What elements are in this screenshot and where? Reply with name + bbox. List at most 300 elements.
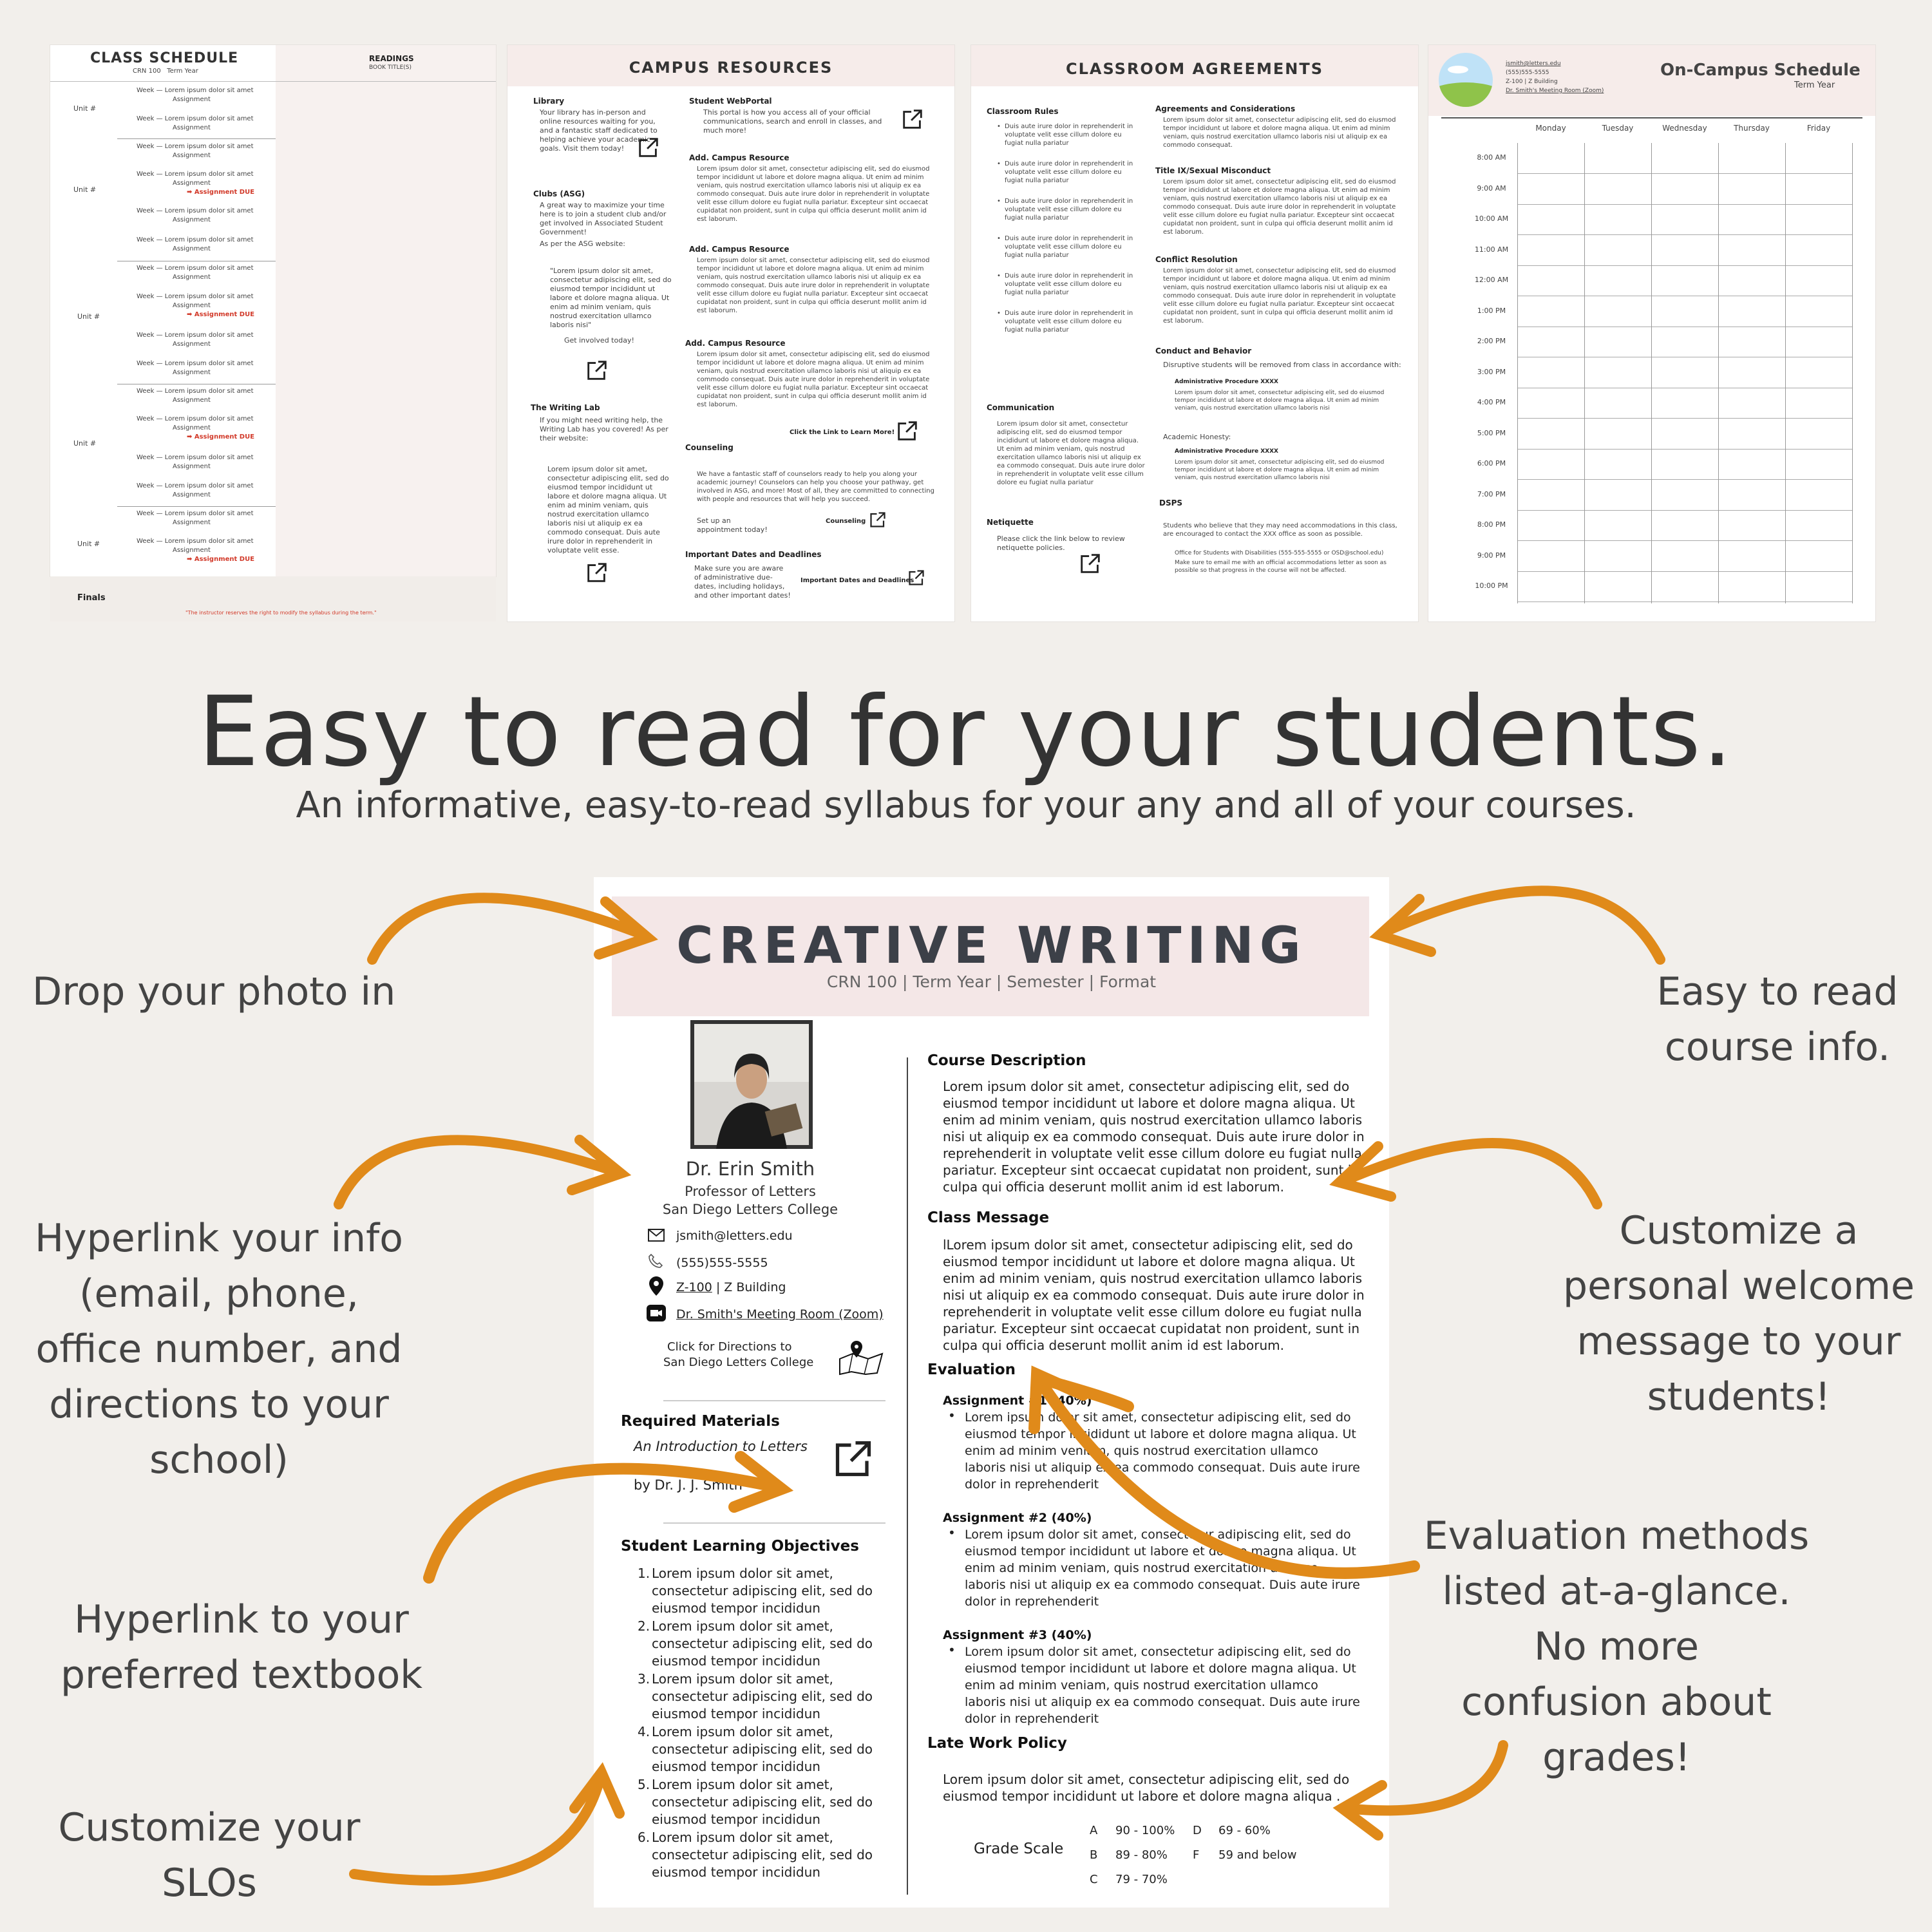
slo-line: consectetur adipiscing elit, sed do	[652, 1583, 873, 1598]
slo-line: Lorem ipsum dolor sit amet,	[652, 1830, 833, 1845]
grid-col-line	[1651, 143, 1652, 603]
day-header: Friday	[1806, 124, 1831, 133]
text-line: eiusmod tempor incididunt ut labore et dolore magna aliqua. Ut	[965, 1427, 1356, 1441]
assignment-text	[965, 1526, 1360, 1610]
assignment-line: Assignment	[173, 245, 211, 252]
classroom-agreements-page	[971, 45, 1418, 621]
grade-scale-label: Grade Scale	[974, 1841, 1064, 1857]
netiquette-text: Please click the link below to review netiquette policies.	[997, 535, 1125, 552]
time-label: 12:00 AM	[1474, 276, 1509, 284]
clubs-text: A great way to maximize your time here is to join a student club and/or get involved in Associated Student Government!	[540, 201, 667, 236]
writing-lab-quote: Lorem ipsum dolor sit amet, consectetur adipiscing elit, sed do eiusmod tempor incididunt ut labore et dolore magna aliqua. Ut enim ad minim veniam, quis nostrud exercitation ullamco laboris nisi ut aliquip ex ea commodo consequat. Duis aute irure dolor in reprehenderit in voluptate velit esse.	[547, 465, 669, 554]
callout-line: confusion about	[1461, 1680, 1772, 1725]
slo-line: eiusmod tempor incididun	[652, 1706, 820, 1721]
finals-area	[50, 576, 496, 621]
text-line: enim ad minim veniam, quis nostrud exercitation ullamco laboris	[943, 1112, 1363, 1128]
zoom-link[interactable]: Dr. Smith's Meeting Room (Zoom)	[1506, 88, 1604, 94]
header-divider	[50, 81, 496, 82]
assignment-line: Assignment	[173, 96, 211, 103]
assignment-due: ➡ Assignment DUE	[187, 433, 255, 440]
text-line: laboris nisi ut aliquip ex ea commodo consequat. Duis aute irure	[965, 1695, 1360, 1709]
external-link-icon[interactable]	[895, 419, 920, 443]
week-line: Week — Lorem ipsum dolor sit amet	[137, 236, 254, 243]
grid-row-line	[1517, 571, 1852, 572]
text-line: eiusmod tempor incididunt ut labore et dolore magna aliqua. Ut	[965, 1544, 1356, 1558]
syllabus-page	[594, 877, 1389, 1908]
grade-letter: F	[1193, 1848, 1200, 1862]
grade-range: 69 - 60%	[1218, 1824, 1271, 1837]
rule-item: Duis aute irure dolor in reprehenderit in voluptate velit esse cillum dolore eu fugiat nulla pariatur	[1005, 310, 1133, 334]
slo-number: 1.	[638, 1566, 650, 1581]
callout-line: No more	[1533, 1624, 1700, 1669]
time-label: 7:00 PM	[1477, 489, 1506, 498]
office-link[interactable]: Z-100 | Z Building	[1506, 79, 1558, 85]
book-title-label: BOOK TITLE(S)	[369, 64, 412, 71]
slo-line: consectetur adipiscing elit, sed do	[652, 1689, 873, 1704]
rules-heading: Classroom Rules	[987, 107, 1059, 116]
assignment-line: Assignment	[173, 274, 211, 281]
dates-text: Make sure you are aware of administrative due-dates, including holidays, and other important dates!	[694, 564, 791, 600]
course-info: CRN 100 | Term Year | Semester | Format	[826, 972, 1157, 991]
grade-range: 90 - 100%	[1115, 1824, 1175, 1837]
communication-text: Lorem ipsum dolor sit amet, consectetur adipiscing elit, sed do eiusmod tempor incididunt ut labore et dolore magna aliqua. Ut enim ad minim veniam, quis nostrud exercitation ullamco laboris nisi ut aliquip ex ea commodo consequat. Duis aute irure dolor in reprehenderit in voluptate velit esse cillum dolore eu fugiat nulla pariatur	[997, 421, 1145, 486]
schedule-title: On-Campus Schedule	[1660, 61, 1861, 80]
rule-item: Duis aute irure dolor in reprehenderit in voluptate velit esse cillum dolore eu fugiat nulla pariatur	[1005, 160, 1133, 184]
text-line: reprehenderit in voluptate velit esse cillum dolore eu fugiat nulla	[943, 1146, 1362, 1161]
grid-col-line	[1718, 143, 1719, 603]
library-heading: Library	[533, 97, 565, 106]
text-line: reprehenderit in voluptate velit esse cillum dolore eu fugiat nulla	[943, 1304, 1362, 1320]
slo-item	[638, 1618, 873, 1670]
slo-line: Lorem ipsum dolor sit amet,	[652, 1618, 833, 1634]
unit-label: Unit #	[77, 540, 100, 548]
conflict-heading: Conflict Resolution	[1155, 255, 1238, 264]
external-link-icon[interactable]	[907, 568, 926, 587]
grade-range: 79 - 70%	[1115, 1873, 1168, 1886]
mail-icon	[648, 1229, 665, 1242]
dsps-text: Students who believe that they may need accommodations in this class, are encouraged to contact the XXX office as soon as possible.	[1163, 522, 1397, 538]
webportal-heading: Student WebPortal	[689, 97, 772, 106]
grid-col-line	[1584, 143, 1585, 603]
callout-line: Hyperlink to your	[74, 1597, 409, 1642]
phone-link[interactable]: (555)555-5555	[1506, 70, 1549, 76]
assignment-line: Assignment	[173, 397, 211, 404]
arrow-easy-info	[1379, 891, 1660, 960]
grid-row-line	[1517, 601, 1852, 602]
campus-resources-page	[507, 45, 954, 621]
slo-number: 6.	[638, 1830, 650, 1845]
arrow-slos	[354, 1772, 620, 1880]
slo-number: 2.	[638, 1618, 650, 1634]
grid-row-line	[1517, 418, 1852, 419]
assignment-due: ➡ Assignment DUE	[187, 189, 255, 196]
communication-heading: Communication	[987, 403, 1055, 412]
external-link-icon[interactable]	[636, 135, 661, 160]
readings-label: READINGS	[369, 54, 414, 63]
slo-line: consectetur adipiscing elit, sed do	[652, 1636, 873, 1651]
instructor-role: Professor of Letters	[685, 1184, 816, 1199]
slo-heading: Student Learning Objectives	[621, 1538, 859, 1555]
callout-evaluation	[1417, 1508, 1816, 1785]
assignment-text	[965, 1643, 1360, 1727]
divider	[117, 506, 276, 507]
text-line: pariatur. Excepteur sint occaecat cupidatat non proident, sunt in	[943, 1321, 1360, 1336]
text-line: laboris nisi ut aliquip ex ea commodo consequat. Duis aute irure	[965, 1578, 1360, 1592]
text-line: Lorem ipsum dolor sit amet, consectetur adipiscing elit, sed do	[943, 1772, 1350, 1787]
assignment-text	[965, 1409, 1360, 1493]
text-line: dolor in reprehenderit	[965, 1595, 1099, 1609]
grid-row-line	[1517, 265, 1852, 266]
slo-line: eiusmod tempor incididun	[652, 1600, 820, 1616]
schedule-title: CLASS SCHEDULE	[90, 50, 239, 66]
bullet: •	[948, 1642, 956, 1658]
week-line: Week — Lorem ipsum dolor sit amet	[137, 538, 254, 545]
time-label: 1:00 PM	[1477, 306, 1506, 315]
text-line: enim ad minim veniam, quis nostrud exercitation ullamco	[965, 1678, 1318, 1692]
slo-number: 3.	[638, 1671, 650, 1687]
admin-procedure: Administrative Procedure XXXX	[1175, 448, 1278, 455]
text-line: culpa qui officia deserunt mollit anim id est laborum.	[943, 1179, 1284, 1195]
grid-col-line	[1785, 143, 1786, 603]
add-resource-heading: Add. Campus Resource	[689, 245, 790, 254]
grid-row-line	[1517, 173, 1852, 174]
callout-line: grades!	[1542, 1735, 1690, 1780]
rule-bullet: •	[997, 198, 1001, 205]
class-schedule-page	[50, 45, 496, 576]
add-resource-text: Lorem ipsum dolor sit amet, consectetur adipiscing elit, sed do eiusmod tempor incididunt ut labore et dolore magna aliqua. Ut enim ad minim veniam, quis nostrud exercitation ullamco laboris nisi ut aliquip ex ea commodo consequat. Duis aute irure dolor in reprehenderit in voluptate velit esse cillum dolore eu fugiat nulla pariatur. Excepteur sint occaecat cupidatat non proident, sunt in culpa qui officia deserunt mollit anim id est laborum.	[697, 166, 930, 223]
unit-label: Unit #	[77, 312, 100, 321]
unit-label: Unit #	[73, 185, 97, 194]
grade-range: 89 - 80%	[1115, 1848, 1168, 1862]
assignment-line: Assignment	[173, 424, 211, 431]
slo-line: eiusmod tempor incididun	[652, 1812, 820, 1827]
slo-number: 5.	[638, 1777, 650, 1792]
assignment-due: ➡ Assignment DUE	[187, 311, 255, 318]
assignment-line: Assignment	[173, 463, 211, 470]
callout-line: Evaluation methods	[1423, 1513, 1810, 1558]
grid-row-line	[1517, 449, 1852, 450]
slo-item	[638, 1829, 873, 1881]
slo-line: eiusmod tempor incididun	[652, 1653, 820, 1669]
slo-line: eiusmod tempor incididun	[652, 1864, 820, 1880]
external-link-icon[interactable]	[585, 358, 609, 383]
column-divider	[907, 1057, 908, 1895]
map-icon[interactable]	[837, 1340, 885, 1376]
week-line: Week — Lorem ipsum dolor sit amet	[137, 293, 254, 300]
time-label: 11:00 AM	[1474, 245, 1509, 254]
conduct-text: Disruptive students will be removed from class in accordance with:	[1163, 361, 1401, 369]
time-label: 6:00 PM	[1477, 459, 1506, 468]
landscape-photo	[1439, 52, 1493, 108]
grid-col-line	[1852, 143, 1853, 603]
assignment-line: Assignment	[173, 216, 211, 223]
callout-line: listed at-a-glance.	[1442, 1569, 1791, 1614]
slo-line: Lorem ipsum dolor sit amet,	[652, 1566, 833, 1581]
time-label: 3:00 PM	[1477, 367, 1506, 376]
clubs-heading: Clubs (ASG)	[533, 189, 585, 198]
slo-line: eiusmod tempor incididun	[652, 1759, 820, 1774]
title9-heading: Title IX/Sexual Misconduct	[1155, 166, 1271, 175]
text-line: Lorem ipsum dolor sit amet, consectetur adipiscing elit, sed do	[943, 1079, 1350, 1094]
office-link[interactable]: Z-100 | Z Building	[676, 1280, 786, 1294]
text-line: enim ad minim veniam, quis nostrud exercitation ullamco	[965, 1444, 1318, 1458]
grade-letter: A	[1090, 1824, 1098, 1837]
assignment-line: Assignment	[173, 341, 211, 348]
evaluation-heading: Evaluation	[927, 1361, 1016, 1378]
slo-item	[638, 1776, 873, 1828]
text-line: eiusmod tempor incididunt ut labore et dolore magna aliqua .	[943, 1788, 1341, 1804]
conduct-heading: Conduct and Behavior	[1155, 346, 1252, 355]
library-text: Your library has in-person and online resources waiting for you, and a fantastic staff dedicated to helping achieve your academic goals. Visit them today!	[540, 108, 658, 153]
external-link-icon[interactable]	[900, 107, 925, 131]
instructor-name: Dr. Erin Smith	[685, 1158, 815, 1180]
slo-item	[638, 1723, 873, 1776]
time-label: 10:00 AM	[1474, 214, 1509, 223]
external-link-icon[interactable]	[868, 510, 887, 529]
callout-line: Customize a	[1619, 1208, 1859, 1253]
text-line: nisi ut aliquip ex ea commodo consequat. Duis aute irure dolor in	[943, 1287, 1365, 1303]
counseling-heading: Counseling	[685, 443, 734, 452]
week-line: Week — Lorem ipsum dolor sit amet	[137, 171, 254, 178]
email-link[interactable]: jsmith@letters.edu	[1506, 61, 1561, 67]
title9-text: Lorem ipsum dolor sit amet, consectetur adipiscing elit, sed do eiusmod tempor incididunt ut labore et dolore magna aliqua. Ut enim ad minim veniam, quis nostrud exercitation ullamco laboris nisi ut aliquip ex ea commodo consequat. Duis aute irure dolor in reprehenderit in voluptate velit esse cillum dolore eu fugiat nulla pariatur. Excepteur sint occaecat cupidatat non proident, sunt in culpa qui officia deserunt mollit anim id est laborum.	[1163, 178, 1396, 236]
assignment-line: Assignment	[173, 180, 211, 187]
add-resource-heading: Add. Campus Resource	[685, 339, 786, 348]
learn-more-link[interactable]: Click the Link to Learn More!	[790, 429, 895, 436]
writing-lab-heading: The Writing Lab	[531, 403, 600, 412]
assignment-label: Assignment #2 (40%)	[943, 1511, 1092, 1525]
netiquette-heading: Netiquette	[987, 518, 1034, 527]
callout-line: preferred textbook	[60, 1653, 423, 1698]
callout-line: school)	[149, 1437, 289, 1482]
callout-customize-slos	[39, 1800, 380, 1911]
agreements-heading: Agreements and Considerations	[1155, 104, 1296, 113]
admin-text: Lorem ipsum dolor sit amet, consectetur adipiscing elit, sed do eiusmod tempor incididunt ut labore et dolore magna aliqua. Ut enim ad minim veniam, quis nostrud exercitation ullamco laboris nisi	[1175, 459, 1385, 481]
callout-line: office number, and	[35, 1327, 402, 1372]
divider	[663, 1400, 886, 1401]
text-line: Lorem ipsum dolor sit amet, consectetur adipiscing elit, sed do	[965, 1410, 1351, 1425]
text-line: laboris nisi ut aliquip ex ea commodo consequat. Duis aute irure	[965, 1461, 1360, 1475]
rule-bullet: •	[997, 310, 1001, 317]
counseling-text: We have a fantastic staff of counselors ready to help you along your academic journey! Counselors can help you choose your pathway, get involved in ASG, and more! Most of all, they are committed to connecting with people and resources that will help you succeed.	[697, 471, 934, 503]
rule-bullet: •	[997, 160, 1001, 167]
grade-letter: D	[1193, 1824, 1202, 1837]
text-line: eiusmod tempor incididunt ut labore et dolore magna aliqua. Ut	[943, 1095, 1355, 1111]
text-line: nisi ut aliquip ex ea commodo consequat. Duis aute irure dolor in	[943, 1129, 1365, 1144]
webportal-text: This portal is how you access all of your official communications, search and enroll in classes, and much more!	[703, 108, 882, 135]
dates-heading: Important Dates and Deadlines	[685, 550, 822, 559]
time-label: 8:00 PM	[1477, 520, 1506, 529]
honesty-label: Academic Honesty:	[1163, 433, 1231, 441]
video-camera-icon	[647, 1305, 666, 1321]
conflict-text: Lorem ipsum dolor sit amet, consectetur adipiscing elit, sed do eiusmod tempor incididunt ut labore et dolore magna aliqua. Ut enim ad minim veniam, quis nostrud exercitation ullamco laboris nisi ut aliquip ex ea commodo consequat. Duis aute irure dolor in reprehenderit in voluptate velit esse cillum dolore eu fugiat nulla pariatur. Excepteur sint occaecat cupidatat non proident, sunt in culpa qui officia deserunt mollit anim id est laborum.	[1163, 267, 1396, 325]
assignment-line: Assignment	[173, 519, 211, 526]
text-line: pariatur. Excepteur sint occaecat cupidatat non proident, sunt in	[943, 1162, 1360, 1178]
directions-link[interactable]: Click for Directions to San Diego Letters College	[663, 1340, 814, 1369]
assignment-label: Assignment #3 (40%)	[943, 1628, 1092, 1642]
week-line: Week — Lorem ipsum dolor sit amet	[137, 265, 254, 272]
assignment-line: Assignment	[173, 491, 211, 498]
book-author: by Dr. J. J. Smith	[634, 1477, 743, 1493]
late-work-text	[943, 1771, 1349, 1804]
asg-quote: "Lorem ipsum dolor sit amet, consectetur adipiscing elit, sed do eiusmod tempor incididunt ut labore et dolore magna aliqua. Ut enim ad minim veniam, quis nostrud exercitation ullamco laboris nisi"	[550, 267, 672, 329]
schedule-term: Term Year	[1794, 80, 1835, 90]
time-label: 4:00 PM	[1477, 398, 1506, 406]
writing-lab-text: If you might need writing help, the Writing Lab has you covered! As per their website:	[540, 416, 668, 442]
book-title-link[interactable]: An Introduction to Letters	[634, 1439, 808, 1454]
admin-procedure: Administrative Procedure XXXX	[1175, 379, 1278, 385]
divider	[117, 138, 276, 139]
assignment-line: Assignment	[173, 547, 211, 554]
subheadline: An informative, easy-to-read syllabus for your any and all of your courses.	[296, 784, 1636, 826]
materials-heading: Required Materials	[621, 1413, 780, 1430]
setup-text: Set up an appointment today!	[697, 516, 768, 534]
text-line: Lorem ipsum dolor sit amet, consectetur adipiscing elit, sed do	[965, 1645, 1351, 1659]
time-label: 8:00 AM	[1477, 153, 1506, 162]
instructor-photo[interactable]	[690, 1020, 813, 1149]
rule-item: Duis aute irure dolor in reprehenderit in voluptate velit esse cillum dolore eu fugiat nulla pariatur	[1005, 235, 1133, 259]
grid-row-line	[1517, 540, 1852, 541]
assignment-line: Assignment	[173, 152, 211, 159]
week-line: Week — Lorem ipsum dolor sit amet	[137, 87, 254, 94]
week-line: Week — Lorem ipsum dolor sit amet	[137, 482, 254, 489]
course-description-heading: Course Description	[927, 1052, 1086, 1069]
grid-top-line	[1441, 117, 1862, 118]
day-header: Tuesday	[1602, 124, 1634, 133]
callout-line: (email, phone,	[79, 1271, 359, 1316]
phone-icon	[648, 1253, 663, 1269]
divider	[663, 1522, 886, 1524]
schedule-crn: CRN 100 Term Year	[133, 68, 198, 75]
course-title: CREATIVE WRITING	[676, 917, 1307, 975]
grid-row-line	[1517, 204, 1852, 205]
text-line: eiusmod tempor incididunt ut labore et dolore magna aliqua. Ut	[965, 1662, 1356, 1676]
dates-link[interactable]: Important Dates and Deadlines	[800, 577, 914, 584]
callout-line: Hyperlink your info	[35, 1216, 403, 1261]
external-link-icon[interactable]	[831, 1436, 876, 1481]
week-line: Week — Lorem ipsum dolor sit amet	[137, 207, 254, 214]
add-resource-text: Lorem ipsum dolor sit amet, consectetur adipiscing elit, sed do eiusmod tempor incididunt ut labore et dolore magna aliqua. Ut enim ad minim veniam, quis nostrud exercitation ullamco laboris nisi ut aliquip ex ea commodo consequat. Duis aute irure dolor in reprehenderit in voluptate velit esse cillum dolore eu fugiat nulla pariatur. Excepteur sint occaecat cupidatat non proident, sunt in culpa qui officia deserunt mollit anim id est laborum.	[697, 351, 930, 408]
late-work-heading: Late Work Policy	[927, 1735, 1067, 1752]
week-line: Week — Lorem ipsum dolor sit amet	[137, 388, 254, 395]
classroom-agreements-title: CLASSROOM AGREEMENTS	[971, 45, 1418, 86]
phone-link[interactable]: (555)555-5555	[676, 1256, 768, 1270]
callout-line: personal welcome	[1563, 1264, 1915, 1309]
grid-row-line	[1517, 479, 1852, 480]
text-line: enim ad minim veniam, quis nostrud exercitation ullamco	[965, 1561, 1318, 1575]
syllabus-note: "The instructor reserves the right to modify the syllabus during the term."	[185, 610, 377, 616]
assignment-line: Assignment	[173, 369, 211, 376]
grid-col-line	[1517, 143, 1518, 603]
dsps-mail: Make sure to email me with an official accommodations letter as soon as possible so that progress in the course will not be affected.	[1175, 560, 1387, 574]
unit-label: Unit #	[73, 439, 97, 448]
time-label: 10:00 PM	[1475, 582, 1508, 590]
add-resource-heading: Add. Campus Resource	[689, 153, 790, 162]
grade-letter: B	[1090, 1848, 1098, 1862]
callout-drop-photo: Drop your photo in	[32, 969, 396, 1014]
slo-item	[638, 1565, 873, 1617]
rule-bullet: •	[997, 272, 1001, 279]
grid-row-line	[1517, 234, 1852, 235]
callout-line: SLOs	[162, 1861, 257, 1906]
time-label: 5:00 PM	[1477, 428, 1506, 437]
text-line: lLorem ipsum dolor sit amet, consectetur adipiscing elit, sed do	[943, 1237, 1353, 1253]
text-line: enim ad minim veniam, quis nostrud exercitation ullamco laboris	[943, 1271, 1363, 1286]
callout-line: course info.	[1664, 1025, 1891, 1070]
week-line: Week — Lorem ipsum dolor sit amet	[137, 454, 254, 461]
add-resource-text: Lorem ipsum dolor sit amet, consectetur adipiscing elit, sed do eiusmod tempor incididunt ut labore et dolore magna aliqua. Ut enim ad minim veniam, quis nostrud exercitation ullamco laboris nisi ut aliquip ex ea commodo consequat. Duis aute irure dolor in reprehenderit in voluptate velit esse cillum dolore eu fugiat nulla pariatur. Excepteur sint occaecat cupidatat non proident, sunt in culpa qui officia deserunt mollit anim id est laborum.	[697, 257, 930, 314]
time-label: 9:00 AM	[1477, 184, 1506, 193]
location-pin-icon	[649, 1276, 663, 1296]
callout-line: Easy to read	[1656, 969, 1899, 1014]
grade-letter: C	[1090, 1873, 1098, 1886]
slo-line: consectetur adipiscing elit, sed do	[652, 1847, 873, 1862]
assignment-line: Assignment	[173, 124, 211, 131]
zoom-link[interactable]: Dr. Smith's Meeting Room (Zoom)	[676, 1307, 884, 1321]
day-header: Monday	[1535, 124, 1566, 133]
slo-line: Lorem ipsum dolor sit amet,	[652, 1671, 833, 1687]
week-line: Week — Lorem ipsum dolor sit amet	[137, 415, 254, 422]
text-line: Lorem ipsum dolor sit amet, consectetur adipiscing elit, sed do	[965, 1528, 1351, 1542]
week-line: Week — Lorem ipsum dolor sit amet	[137, 510, 254, 517]
time-label: 9:00 PM	[1477, 551, 1506, 560]
slo-line: consectetur adipiscing elit, sed do	[652, 1794, 873, 1810]
class-message-heading: Class Message	[927, 1209, 1050, 1226]
admin-text: Lorem ipsum dolor sit amet, consectetur adipiscing elit, sed do eiusmod tempor incididunt ut labore et dolore magna aliqua. Ut enim ad minim veniam, quis nostrud exercitation ullamco laboris nisi	[1175, 390, 1385, 412]
asg-label: As per the ASG website:	[540, 240, 625, 248]
campus-resources-title: CAMPUS RESOURCES	[507, 45, 954, 86]
headline: Easy to read for your students.	[198, 676, 1734, 788]
class-message-text	[943, 1236, 1365, 1354]
assignment-label: Assignment #1 (40%)	[943, 1394, 1092, 1408]
slo-line: consectetur adipiscing elit, sed do	[652, 1741, 873, 1757]
assignment-line: Assignment	[173, 302, 211, 309]
slo-line: Lorem ipsum dolor sit amet,	[652, 1777, 833, 1792]
text-line: eiusmod tempor incididunt ut labore et dolore magna aliqua. Ut	[943, 1254, 1355, 1269]
text-line: dolor in reprehenderit	[965, 1712, 1099, 1726]
involved-text: Get involved today!	[564, 336, 634, 345]
instructor-college: San Diego Letters College	[662, 1202, 838, 1217]
rule-bullet: •	[997, 123, 1001, 130]
text-line: culpa qui officia deserunt mollit anim id est laborum.	[943, 1338, 1284, 1353]
week-line: Week — Lorem ipsum dolor sit amet	[137, 332, 254, 339]
arrow-hyperlink-info	[339, 1140, 621, 1204]
email-link[interactable]: jsmith@letters.edu	[676, 1229, 793, 1243]
external-link-icon[interactable]	[1078, 551, 1103, 576]
counseling-link[interactable]: Counseling	[826, 518, 866, 525]
week-line: Week — Lorem ipsum dolor sit amet	[137, 143, 254, 150]
text-line: dolor in reprehenderit	[965, 1477, 1099, 1492]
bullet: •	[948, 1408, 956, 1423]
callout-welcome-message	[1546, 1203, 1932, 1425]
rule-item: Duis aute irure dolor in reprehenderit in voluptate velit esse cillum dolore eu fugiat nulla pariatur	[1005, 198, 1133, 222]
slo-number: 4.	[638, 1724, 650, 1739]
rule-item: Duis aute irure dolor in reprehenderit in voluptate velit esse cillum dolore eu fugiat nulla pariatur	[1005, 123, 1133, 147]
bullet: •	[948, 1525, 956, 1540]
rule-bullet: •	[997, 235, 1001, 242]
week-line: Week — Lorem ipsum dolor sit amet	[137, 115, 254, 122]
on-campus-schedule-page	[1428, 45, 1875, 621]
course-description-text	[943, 1078, 1365, 1195]
callout-hyperlink-info	[26, 1211, 412, 1488]
unit-label: Unit #	[73, 104, 97, 113]
external-link-icon[interactable]	[585, 560, 609, 585]
callout-line: students!	[1647, 1374, 1831, 1419]
finals-label: Finals	[77, 593, 106, 603]
rule-item: Duis aute irure dolor in reprehenderit in voluptate velit esse cillum dolore eu fugiat nulla pariatur	[1005, 272, 1133, 296]
assignment-due: ➡ Assignment DUE	[187, 556, 255, 563]
slo-line: Lorem ipsum dolor sit amet,	[652, 1724, 833, 1739]
